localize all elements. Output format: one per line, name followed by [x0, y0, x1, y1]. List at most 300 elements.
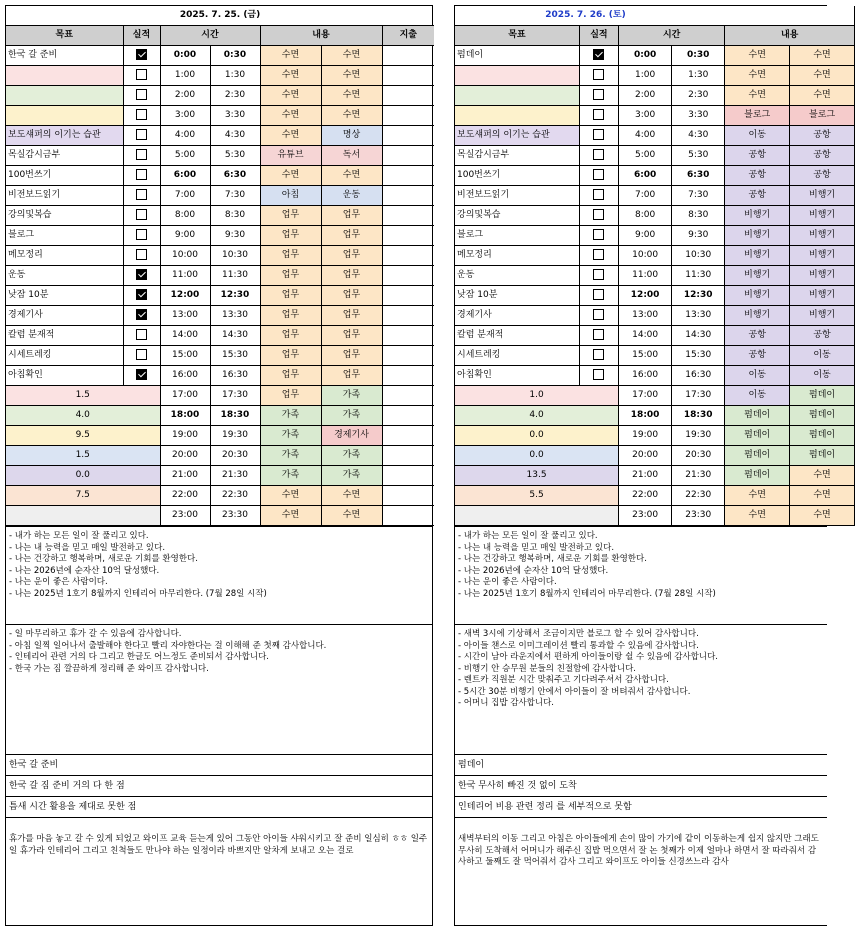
activity-cell[interactable]: 업무 — [260, 246, 321, 266]
done-cell — [123, 246, 160, 266]
time-cell: 6:30 — [672, 166, 725, 186]
col-header-done: 실적 — [123, 26, 160, 46]
done-cell — [123, 286, 160, 306]
activity-cell[interactable]: 독서 — [321, 146, 382, 166]
goal-cell[interactable] — [6, 106, 123, 126]
time-cell: 15:30 — [672, 346, 725, 366]
goal-cell[interactable]: 100번쓰기 — [455, 166, 579, 186]
checkbox-unchecked[interactable] — [136, 109, 147, 120]
activity-cell[interactable]: 업무 — [321, 246, 382, 266]
schedule-row — [455, 446, 855, 466]
schedule-row — [6, 226, 434, 246]
activity-cell[interactable]: 업무 — [321, 286, 382, 306]
goal-cell[interactable]: 비전보드읽기 — [6, 186, 123, 206]
time-cell: 5:30 — [672, 146, 725, 166]
time-cell: 10:00 — [619, 246, 672, 266]
checkbox-unchecked[interactable] — [593, 209, 604, 220]
expense-cell[interactable] — [382, 246, 434, 266]
schedule-row — [455, 86, 855, 106]
schedule-row — [455, 406, 855, 426]
expense-cell[interactable] — [382, 286, 434, 306]
time-cell: 11:00 — [160, 266, 210, 286]
time-cell: 17:30 — [210, 386, 260, 406]
schedule-row — [455, 66, 855, 86]
gratitude-line: - 비행기 안 승무원 분들의 친절함에 감사합니다. — [458, 663, 636, 674]
time-cell: 15:30 — [210, 346, 260, 366]
activity-cell[interactable]: 공항 — [790, 166, 855, 186]
schedule-row — [455, 126, 855, 146]
checkbox-unchecked[interactable] — [593, 69, 604, 80]
time-cell: 16:30 — [672, 366, 725, 386]
goal-cell[interactable]: 블로그 — [455, 226, 579, 246]
goal-cell[interactable]: 운동 — [455, 266, 579, 286]
activity-cell[interactable]: 수면 — [321, 506, 382, 526]
score-cell[interactable]: 4.0 — [6, 406, 160, 426]
activity-cell[interactable]: 업무 — [260, 306, 321, 326]
activity-cell[interactable]: 아침 — [260, 186, 321, 206]
score-cell[interactable] — [455, 506, 619, 526]
activity-cell[interactable]: 수면 — [790, 506, 855, 526]
activity-cell[interactable]: 수면 — [790, 66, 855, 86]
date-header: 2025. 7. 25. (금) — [6, 6, 434, 26]
affirmation-line: - 나는 2025년 1호기 8월까지 인테리어 마무리한다. (7월 28일 시작) — [9, 588, 267, 599]
activity-cell[interactable]: 수면 — [321, 106, 382, 126]
goal-cell[interactable] — [6, 66, 123, 86]
time-cell: 23:30 — [672, 506, 725, 526]
expense-cell[interactable] — [382, 166, 434, 186]
time-cell: 3:00 — [160, 106, 210, 126]
activity-cell[interactable]: 수면 — [790, 486, 855, 506]
time-cell: 17:00 — [619, 386, 672, 406]
activity-cell[interactable]: 경제기사 — [321, 426, 382, 446]
activity-cell[interactable]: 수면 — [260, 486, 321, 506]
time-cell: 14:00 — [619, 326, 672, 346]
col-header-goal: 목표 — [6, 26, 123, 46]
activity-cell[interactable]: 공항 — [725, 186, 790, 206]
activity-cell[interactable]: 수면 — [321, 86, 382, 106]
time-cell: 6:00 — [619, 166, 672, 186]
schedule-row — [455, 226, 855, 246]
time-cell: 18:30 — [210, 406, 260, 426]
time-cell: 1:00 — [619, 66, 672, 86]
activity-cell[interactable]: 펌데이 — [725, 446, 790, 466]
goal-cell[interactable]: 아침확인 — [6, 366, 123, 386]
activity-cell[interactable]: 공항 — [725, 146, 790, 166]
time-cell: 20:00 — [619, 446, 672, 466]
done-cell — [579, 166, 618, 186]
activity-cell[interactable]: 가족 — [260, 446, 321, 466]
score-cell[interactable]: 7.5 — [6, 486, 160, 506]
expense-cell[interactable] — [382, 426, 434, 446]
activity-cell[interactable]: 공항 — [725, 166, 790, 186]
activity-cell[interactable]: 업무 — [260, 226, 321, 246]
activity-cell[interactable]: 비행기 — [790, 206, 855, 226]
activity-cell[interactable]: 업무 — [321, 266, 382, 286]
time-cell: 0:00 — [160, 46, 210, 66]
affirmation-line: - 나는 운이 좋은 사람이다. — [9, 577, 108, 587]
schedule-row — [455, 386, 855, 406]
expense-cell[interactable] — [382, 226, 434, 246]
activity-cell[interactable]: 비행기 — [790, 246, 855, 266]
affirmation-line: - 내가 하는 모든 일이 잘 풀리고 있다. — [9, 531, 149, 541]
daily-focus-left: 한국 갈 준비 — [6, 754, 432, 775]
done-cell — [123, 186, 160, 206]
checkbox-unchecked[interactable] — [593, 89, 604, 100]
activity-cell[interactable]: 공항 — [790, 126, 855, 146]
goal-cell[interactable]: 낮잠 10분 — [6, 286, 123, 306]
goal-cell[interactable]: 운동 — [6, 266, 123, 286]
activity-cell[interactable]: 이동 — [790, 366, 855, 386]
goal-cell[interactable]: 블로그 — [6, 226, 123, 246]
affirmation-line: - 나는 건강하고 행복하며, 새로운 기회를 환영한다. — [9, 554, 198, 564]
done-cell — [579, 126, 618, 146]
time-cell: 21:00 — [160, 466, 210, 486]
expense-cell[interactable] — [382, 446, 434, 466]
activity-cell[interactable]: 가족 — [321, 446, 382, 466]
checkbox-unchecked[interactable] — [593, 149, 604, 160]
activity-cell[interactable]: 가족 — [260, 406, 321, 426]
activity-cell[interactable]: 업무 — [321, 206, 382, 226]
activity-cell[interactable]: 공항 — [790, 146, 855, 166]
score-cell[interactable]: 13.5 — [455, 466, 619, 486]
score-cell[interactable]: 0.0 — [6, 466, 160, 486]
activity-cell[interactable]: 수면 — [725, 86, 790, 106]
activity-cell[interactable]: 펌데이 — [790, 446, 855, 466]
done-cell — [579, 106, 618, 126]
expense-cell[interactable] — [382, 326, 434, 346]
activity-cell[interactable]: 수면 — [790, 46, 855, 66]
done-cell — [579, 366, 618, 386]
expense-cell[interactable] — [382, 86, 434, 106]
activity-cell[interactable]: 비행기 — [790, 286, 855, 306]
checkbox-checked[interactable] — [136, 309, 147, 320]
goal-cell[interactable]: 경제기사 — [455, 306, 579, 326]
date-header: 2025. 7. 26. (토) — [455, 6, 855, 26]
activity-cell[interactable]: 업무 — [321, 226, 382, 246]
activity-cell[interactable]: 수면 — [321, 66, 382, 86]
activity-cell[interactable]: 업무 — [321, 326, 382, 346]
activity-cell[interactable]: 이동 — [725, 386, 790, 406]
goal-cell[interactable]: 강의및복습 — [6, 206, 123, 226]
goal-cell[interactable]: 목실감시금부 — [6, 146, 123, 166]
activity-cell[interactable]: 업무 — [321, 306, 382, 326]
activity-cell[interactable]: 비행기 — [725, 266, 790, 286]
activity-cell[interactable]: 비행기 — [790, 226, 855, 246]
affirmation-line: - 내가 하는 모든 일이 잘 풀리고 있다. — [458, 531, 598, 541]
time-cell: 6:30 — [210, 166, 260, 186]
done-cell — [579, 286, 618, 306]
activity-cell[interactable]: 업무 — [260, 286, 321, 306]
activity-cell[interactable]: 공항 — [725, 346, 790, 366]
affirmation-line: - 나는 건강하고 행복하며, 새로운 기회를 환영한다. — [458, 554, 647, 564]
goal-cell[interactable]: 아침확인 — [455, 366, 579, 386]
score-cell[interactable]: 0.0 — [455, 446, 619, 466]
activity-cell[interactable]: 이동 — [725, 126, 790, 146]
checkbox-unchecked[interactable] — [136, 249, 147, 260]
checkbox-unchecked[interactable] — [136, 209, 147, 220]
activity-cell[interactable]: 업무 — [260, 266, 321, 286]
goal-cell[interactable]: 메모정리 — [6, 246, 123, 266]
schedule-row — [6, 86, 434, 106]
schedule-row — [455, 206, 855, 226]
activity-cell[interactable]: 수면 — [790, 86, 855, 106]
activity-cell[interactable]: 펌데이 — [790, 406, 855, 426]
checkbox-checked[interactable] — [136, 269, 147, 280]
schedule-row — [6, 186, 434, 206]
goal-cell[interactable]: 시세트레킹 — [6, 346, 123, 366]
goal-cell[interactable]: 목실감시금부 — [455, 146, 579, 166]
good-point-right: 한국 무사히 빠진 것 없이 도착 — [455, 775, 827, 796]
activity-cell[interactable]: 가족 — [260, 426, 321, 446]
score-cell[interactable]: 9.5 — [6, 426, 160, 446]
checkbox-unchecked[interactable] — [136, 149, 147, 160]
checkbox-unchecked[interactable] — [136, 129, 147, 140]
activity-cell[interactable]: 펌데이 — [790, 426, 855, 446]
expense-cell[interactable] — [382, 346, 434, 366]
done-cell — [579, 186, 618, 206]
time-cell: 8:00 — [160, 206, 210, 226]
activity-cell[interactable]: 가족 — [321, 466, 382, 486]
schedule-row — [455, 486, 855, 506]
activity-cell[interactable]: 수면 — [260, 126, 321, 146]
bad-point-right: 인테리어 비용 관련 정리 를 세부적으로 못함 — [455, 796, 827, 817]
schedule-row — [6, 286, 434, 306]
done-cell — [579, 306, 618, 326]
schedule-row — [6, 426, 434, 446]
time-cell: 18:30 — [672, 406, 725, 426]
goal-cell[interactable]: 메모정리 — [455, 246, 579, 266]
score-cell[interactable]: 5.5 — [455, 486, 619, 506]
col-header-content: 내용 — [260, 26, 382, 46]
activity-cell[interactable]: 비행기 — [725, 286, 790, 306]
activity-cell[interactable]: 블로그 — [790, 106, 855, 126]
score-cell[interactable]: 0.0 — [455, 426, 619, 446]
activity-cell[interactable]: 수면 — [260, 506, 321, 526]
activity-cell[interactable]: 수면 — [260, 166, 321, 186]
activity-cell[interactable]: 수면 — [321, 166, 382, 186]
schedule-row — [6, 166, 434, 186]
activity-cell[interactable]: 업무 — [260, 366, 321, 386]
checkbox-unchecked[interactable] — [593, 329, 604, 340]
activity-cell[interactable]: 비행기 — [725, 206, 790, 226]
activity-cell[interactable]: 명상 — [321, 126, 382, 146]
activity-cell[interactable]: 수면 — [321, 486, 382, 506]
activity-cell[interactable]: 수면 — [725, 66, 790, 86]
time-cell: 9:00 — [160, 226, 210, 246]
expense-cell[interactable] — [382, 406, 434, 426]
time-cell: 5:00 — [619, 146, 672, 166]
activity-cell[interactable]: 펌데이 — [725, 426, 790, 446]
checkbox-unchecked[interactable] — [593, 249, 604, 260]
activity-cell[interactable]: 수면 — [725, 506, 790, 526]
checkbox-unchecked[interactable] — [136, 329, 147, 340]
activity-cell[interactable]: 펌데이 — [725, 406, 790, 426]
score-cell[interactable]: 1.5 — [6, 446, 160, 466]
goal-cell[interactable]: 칼럼 분재적 — [455, 326, 579, 346]
schedule-row — [455, 326, 855, 346]
time-cell: 3:00 — [619, 106, 672, 126]
checkbox-unchecked[interactable] — [593, 169, 604, 180]
goal-cell[interactable]: 100번쓰기 — [6, 166, 123, 186]
activity-cell[interactable]: 비행기 — [790, 306, 855, 326]
checkbox-checked[interactable] — [136, 369, 147, 380]
score-cell[interactable] — [6, 506, 160, 526]
done-cell — [123, 366, 160, 386]
time-cell: 7:30 — [210, 186, 260, 206]
goal-cell[interactable] — [455, 86, 579, 106]
score-cell[interactable]: 4.0 — [455, 406, 619, 426]
activity-cell[interactable]: 가족 — [321, 406, 382, 426]
activity-cell[interactable]: 가족 — [321, 386, 382, 406]
expense-cell[interactable] — [382, 126, 434, 146]
activity-cell[interactable]: 수면 — [725, 46, 790, 66]
time-cell: 5:00 — [160, 146, 210, 166]
activity-cell[interactable]: 비행기 — [790, 266, 855, 286]
checkbox-unchecked[interactable] — [593, 349, 604, 360]
schedule-row — [6, 126, 434, 146]
activity-cell[interactable]: 수면 — [790, 466, 855, 486]
activity-cell[interactable]: 비행기 — [790, 186, 855, 206]
score-cell[interactable]: 1.0 — [455, 386, 619, 406]
time-cell: 20:00 — [160, 446, 210, 466]
time-cell: 10:00 — [160, 246, 210, 266]
checkbox-unchecked[interactable] — [136, 349, 147, 360]
checkbox-checked[interactable] — [593, 49, 604, 60]
activity-cell[interactable]: 수면 — [260, 66, 321, 86]
activity-cell[interactable]: 펌데이 — [725, 466, 790, 486]
activity-cell[interactable]: 수면 — [725, 486, 790, 506]
time-cell: 18:00 — [160, 406, 210, 426]
goal-cell[interactable] — [455, 66, 579, 86]
expense-cell[interactable] — [382, 506, 434, 526]
time-cell: 17:00 — [160, 386, 210, 406]
daily-focus-right: 펌데이 — [455, 754, 827, 775]
checkbox-unchecked[interactable] — [593, 129, 604, 140]
activity-cell[interactable]: 이동 — [790, 346, 855, 366]
time-cell: 4:30 — [672, 126, 725, 146]
goal-cell[interactable]: 보도섀퍼의 이기는 습관 — [455, 126, 579, 146]
time-cell: 0:30 — [210, 46, 260, 66]
time-cell: 12:30 — [672, 286, 725, 306]
activity-cell[interactable]: 업무 — [321, 366, 382, 386]
schedule-row — [455, 46, 855, 66]
checkbox-checked[interactable] — [136, 289, 147, 300]
checkbox-unchecked[interactable] — [593, 229, 604, 240]
checkbox-unchecked[interactable] — [593, 309, 604, 320]
schedule-row — [455, 346, 855, 366]
activity-cell[interactable]: 가족 — [260, 466, 321, 486]
time-cell: 7:30 — [672, 186, 725, 206]
time-cell: 5:30 — [210, 146, 260, 166]
goal-cell[interactable]: 경제기사 — [6, 306, 123, 326]
goal-cell[interactable]: 한국 갈 준비 — [6, 46, 123, 66]
activity-cell[interactable]: 운동 — [321, 186, 382, 206]
checkbox-unchecked[interactable] — [593, 109, 604, 120]
expense-cell[interactable] — [382, 46, 434, 66]
activity-cell[interactable]: 블로그 — [725, 106, 790, 126]
checkbox-unchecked[interactable] — [136, 69, 147, 80]
goal-cell[interactable]: 시세트레킹 — [455, 346, 579, 366]
activity-cell[interactable]: 업무 — [260, 346, 321, 366]
time-cell: 4:00 — [619, 126, 672, 146]
checkbox-unchecked[interactable] — [593, 269, 604, 280]
expense-cell[interactable] — [382, 306, 434, 326]
activity-cell[interactable]: 공항 — [725, 326, 790, 346]
goal-cell[interactable]: 펌데이 — [455, 46, 579, 66]
activity-cell[interactable]: 업무 — [260, 206, 321, 226]
done-cell — [123, 346, 160, 366]
checkbox-unchecked[interactable] — [593, 289, 604, 300]
affirmation-line: - 나는 2026년에 순자산 10억 달성했다. — [9, 565, 160, 576]
expense-cell[interactable] — [382, 106, 434, 126]
goal-cell[interactable] — [455, 106, 579, 126]
expense-cell[interactable] — [382, 206, 434, 226]
gratitude-line: - 렌트카 직원분 시간 맞춰주고 기다려주셔서 감사합니다. — [458, 675, 669, 685]
gratitude-left — [6, 624, 432, 754]
activity-cell[interactable]: 유튜브 — [260, 146, 321, 166]
activity-cell[interactable]: 이동 — [725, 366, 790, 386]
score-cell[interactable]: 1.5 — [6, 386, 160, 406]
activity-cell[interactable]: 비행기 — [725, 306, 790, 326]
done-cell — [579, 206, 618, 226]
expense-cell[interactable] — [382, 366, 434, 386]
activity-cell[interactable]: 비행기 — [725, 226, 790, 246]
checkbox-unchecked[interactable] — [136, 189, 147, 200]
schedule-row — [455, 466, 855, 486]
checkbox-unchecked[interactable] — [136, 89, 147, 100]
goal-cell[interactable] — [6, 86, 123, 106]
activity-cell[interactable]: 업무 — [321, 346, 382, 366]
schedule-row — [6, 366, 434, 386]
goal-cell[interactable]: 강의및복습 — [455, 206, 579, 226]
expense-cell[interactable] — [382, 266, 434, 286]
expense-cell[interactable] — [382, 186, 434, 206]
done-cell — [123, 266, 160, 286]
time-cell: 11:30 — [210, 266, 260, 286]
expense-cell[interactable] — [382, 386, 434, 406]
checkbox-unchecked[interactable] — [136, 169, 147, 180]
gratitude-line: - 아침 일찍 일어나서 출발해야 한다고 빨리 자야한다는 걸 이해해 준 첫째 감사합니다. — [9, 640, 327, 651]
goal-cell[interactable]: 낮잠 10분 — [455, 286, 579, 306]
activity-cell[interactable]: 수면 — [321, 46, 382, 66]
schedule-row — [455, 186, 855, 206]
activity-cell[interactable]: 비행기 — [725, 246, 790, 266]
time-cell: 22:30 — [672, 486, 725, 506]
activity-cell[interactable]: 수면 — [260, 46, 321, 66]
expense-cell[interactable] — [382, 66, 434, 86]
checkbox-unchecked[interactable] — [593, 369, 604, 380]
goal-cell[interactable]: 보도섀퍼의 이기는 습관 — [6, 126, 123, 146]
activity-cell[interactable]: 업무 — [260, 386, 321, 406]
activity-cell[interactable]: 공항 — [790, 326, 855, 346]
activity-cell[interactable]: 수면 — [260, 86, 321, 106]
schedule-row — [6, 66, 434, 86]
checkbox-checked[interactable] — [136, 49, 147, 60]
schedule-row — [6, 506, 434, 526]
expense-cell[interactable] — [382, 486, 434, 506]
checkbox-unchecked[interactable] — [136, 229, 147, 240]
goal-cell[interactable]: 칼럼 분재적 — [6, 326, 123, 346]
time-cell: 13:30 — [672, 306, 725, 326]
time-cell: 2:30 — [210, 86, 260, 106]
goal-cell[interactable]: 비전보드읽기 — [455, 186, 579, 206]
activity-cell[interactable]: 업무 — [260, 326, 321, 346]
checkbox-unchecked[interactable] — [593, 189, 604, 200]
expense-cell[interactable] — [382, 146, 434, 166]
activity-cell[interactable]: 펌데이 — [790, 386, 855, 406]
expense-cell[interactable] — [382, 466, 434, 486]
activity-cell[interactable]: 수면 — [260, 106, 321, 126]
